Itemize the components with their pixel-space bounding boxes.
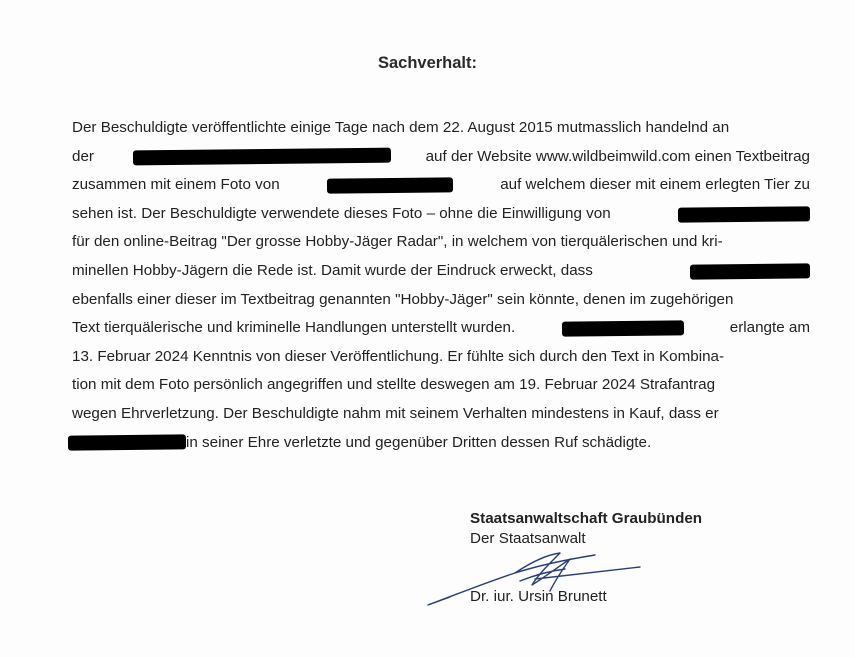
text-line-content: tion mit dem Foto persönlich angegriffen und stellte deswegen am 19. Februar 2024 Strafantrag [72,376,716,394]
text-segment: in seiner Ehre verletzte und gegenüber Dritten dessen Ruf schädigte. [186,433,652,451]
text-segment: sehen ist. Der Beschuldigte verwendete dieses Foto – ohne die Einwilligung von [72,204,611,222]
text-line [72,257,810,286]
text-line [72,200,810,229]
text-segment: auf welchem dieser mit einem erlegten Tier zu [500,176,810,194]
text-segment: erlangte am [729,319,810,337]
text-segment: Text tierquälerische und kriminelle Handlungen unterstellt wurden. [72,319,516,337]
text-line-content: für den online-Beitrag "Der grosse Hobby-Jäger Radar", in welchem von tierquälerischen und kri- [72,233,723,251]
redaction-bar [327,177,453,193]
text-line [72,143,810,172]
text-line-content: Der Beschuldigte veröffentlichte einige Tage nach dem 22. August 2015 mutmasslich handelnd an [72,119,730,136]
text-segment: zusammen mit einem Foto von [72,176,280,194]
text-line [72,171,810,200]
text-line [72,400,810,429]
redaction-bar [133,148,391,166]
facts-paragraph [72,114,810,457]
text-line [72,114,810,143]
text-line-content: 13. Februar 2024 Kenntnis von dieser Veröffentlichung. Er fühlte sich durch den Text in Kombina- [72,347,725,365]
redaction-bar [68,435,186,451]
text-segment: auf der Website www.wildbeimwild.com einen Textbeitrag [425,147,810,165]
redaction-bar [690,263,810,279]
text-line [72,314,810,343]
signature-block [470,510,702,550]
signatory-name: Dr. iur. Ursin Brunett [470,588,607,605]
text-line-content: wegen Ehrverletzung. Der Beschuldigte nahm mit seinem Verhalten mindestens in Kauf, dass er [72,404,719,422]
text-segment: minellen Hobby-Jägern die Rede ist. Damit wurde der Eindruck erweckt, dass [72,261,593,279]
text-line [72,228,810,257]
text-line [72,429,810,458]
text-line [72,286,810,315]
text-line [72,343,810,372]
text-line-content: ebenfalls einer dieser im Textbeitrag genannten "Hobby-Jäger" sein könnte, denen im zugehörigen [72,290,734,308]
redaction-bar [561,320,683,336]
signatory-role: Der Staatsanwalt [470,530,586,547]
issuing-office: Staatsanwaltschaft Graubünden [470,510,703,527]
text-segment: der [72,147,94,165]
redaction-bar [678,206,810,222]
text-line [72,371,810,400]
section-heading: Sachverhalt: [377,54,478,72]
